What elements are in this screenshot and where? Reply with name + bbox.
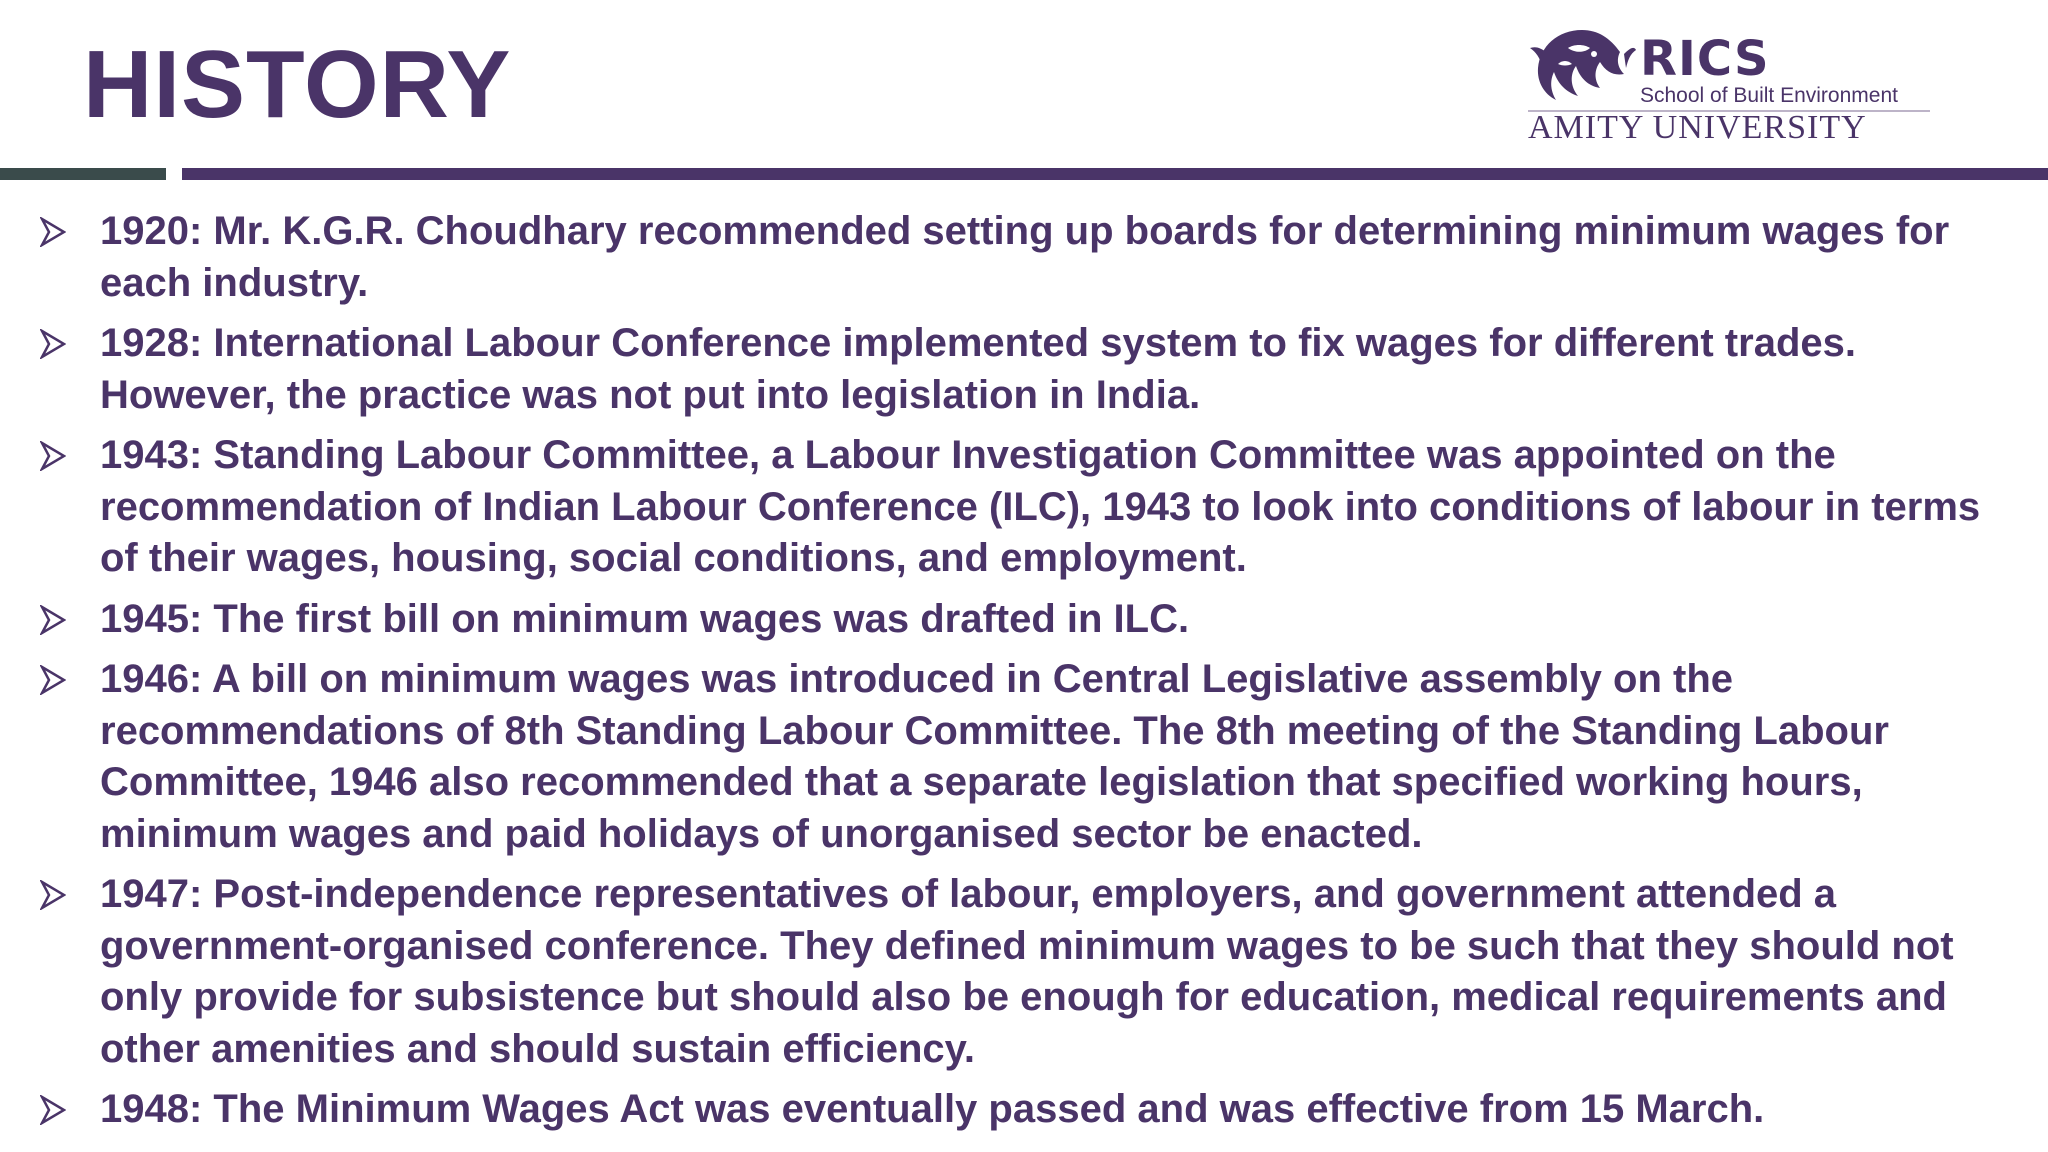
arrow-bullet-icon [40,329,66,359]
logo-subtitle: School of Built Environment [1640,84,1898,107]
arrow-bullet-icon [40,880,66,910]
bullet-item-1946 [40,654,2015,860]
lion-head-icon [1528,24,1636,106]
bullet-text: 1928: International Labour Conference implemented system to fix wages for different trades. However, the practice was not put into legislation in India. [100,321,1856,417]
header-rule-left [0,168,166,180]
bullet-text: 1947: Post-independence representatives of labour, employers, and government attended a government-organised conference. They defined minimum wages to be such that they should not only provide for subsistence but should also be enough for education, medical requirements and other amenities and should sustain efficiency. [100,872,1954,1071]
arrow-bullet-icon [40,441,66,471]
bullet-item-1948 [40,1084,2015,1136]
bullet-text: 1946: A bill on minimum wages was introduced in Central Legislative assembly on the recommendations of 8th Standing Labour Committee. The 8th meeting of the Standing Labour Committee, 1946 also recommended that a separate legislation that specified working hours, minimum wages and paid holidays of unorganised sector be enacted. [100,657,1889,856]
bullet-item-1928 [40,318,2015,421]
bullet-item-1943 [40,430,2015,585]
bullet-item-1947 [40,869,2015,1075]
institution-name: AMITY UNIVERSITY [1528,109,1867,146]
bullet-text: 1920: Mr. K.G.R. Choudhary recommended setting up boards for determining minimum wages for each industry. [100,209,1950,305]
bullet-text: 1943: Standing Labour Committee, a Labour Investigation Committee was appointed on the recommendation of Indian Labour Conference (ILC), 1943 to look into conditions of labour in terms of their wages, housing, social conditions, and employment. [100,433,1981,580]
bullet-text: 1945: The first bill on minimum wages was drafted in ILC. [100,596,1190,641]
slide-title: HISTORY [83,31,512,138]
history-bullet-list [40,206,2015,1145]
bullet-item-1920 [40,206,2015,309]
institution-logo [1528,24,1938,144]
bullet-text: 1948: The Minimum Wages Act was eventually passed and was effective from 15 March. [100,1087,1765,1131]
header-rule-right [182,168,2048,180]
arrow-bullet-icon [40,217,66,247]
arrow-bullet-icon [40,605,66,635]
arrow-bullet-icon [40,1095,66,1125]
arrow-bullet-icon [40,665,66,695]
bullet-item-1945 [40,594,2015,646]
rics-wordmark: RICS [1640,31,1770,87]
